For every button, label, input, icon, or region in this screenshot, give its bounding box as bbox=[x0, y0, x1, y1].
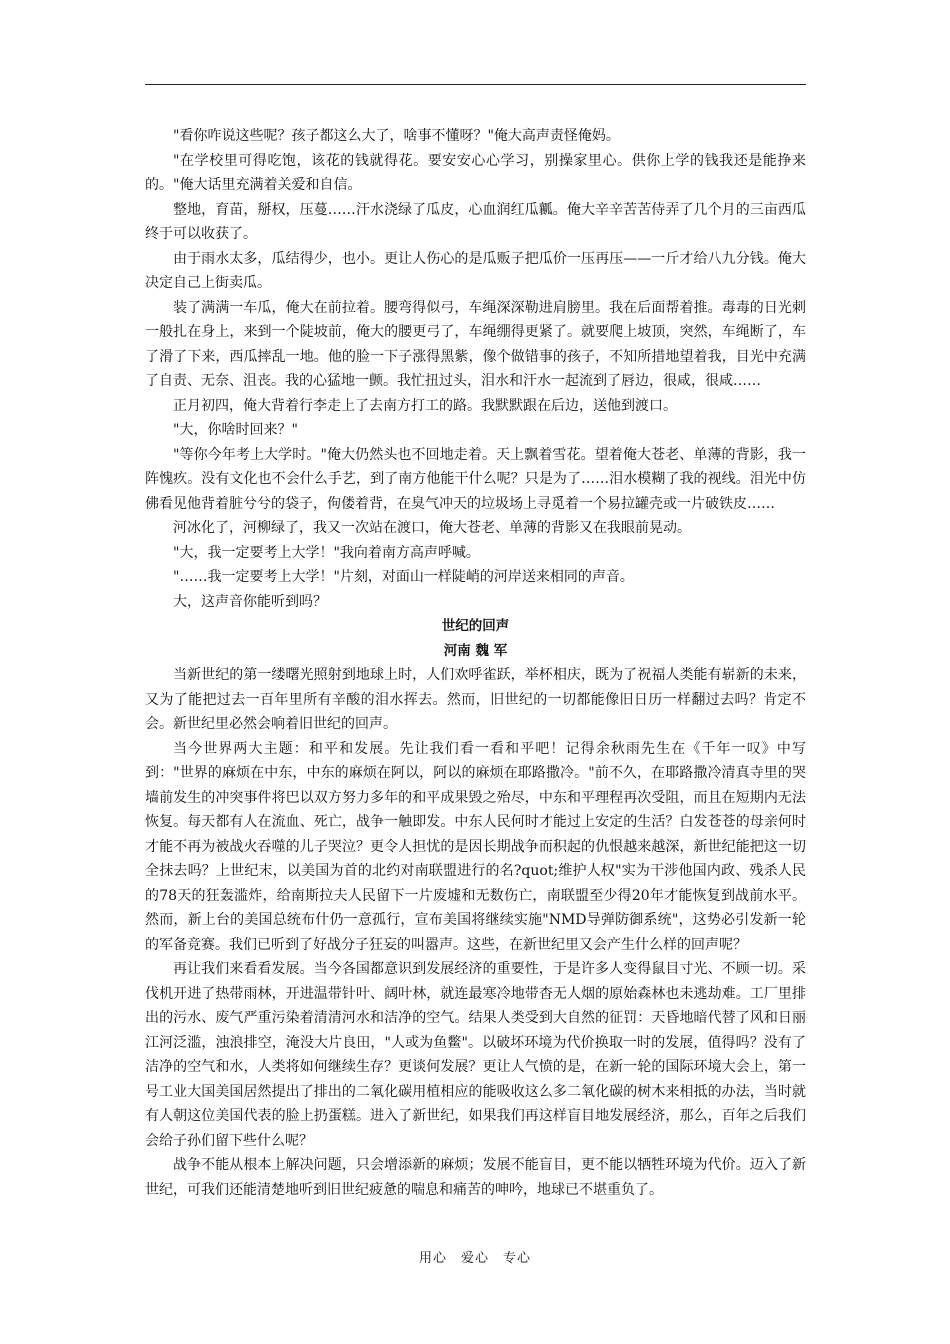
essay-author: 河南 魏 军 bbox=[443, 642, 508, 659]
paragraph: "……我一定要考上大学！"片刻，对面山一样陡峭的河岸送来相同的声音。 bbox=[173, 569, 634, 585]
paragraph: 由于雨水太多，瓜结得少，也小。更让人伤心的是瓜贩子把瓜价一压再压——一斤才给八九分钱。俺大决定自己上街卖瓜。 bbox=[145, 250, 806, 291]
paragraph: "大，我一定要考上大学！"我向着南方高声呼喊。 bbox=[173, 544, 480, 561]
paragraph: 战争不能从根本上解决问题，只会增添新的麻烦；发展不能盲目，更不能以牺牲环境为代价。迈入了新世纪，可我们还能清楚地听到旧世纪疲惫的喘息和痛苦的呻吟，地球已不堪重负了。 bbox=[145, 1157, 806, 1198]
page-footer: 用心 爱心 专心 bbox=[418, 1251, 531, 1266]
body-text bbox=[145, 124, 806, 1202]
paragraph: 河冰化了，河柳绿了，我又一次站在渡口，俺大苍老、单薄的背影又在我眼前晃动。 bbox=[173, 520, 691, 536]
paragraph: 再让我们来看看发展。当今各国都意识到发展经济的重要性，于是许多人变得鼠目寸光、不顾一切。采伐机开进了热带雨林，开进温带针叶、阔叶林，就连最寒冷地带杳无人烟的原始森林也未逃劫难。工厂里排出的污水、废气严重污染着清清河水和洁净的空气。结果人类受到大自然的征罚：天昏地暗代替了风和日丽江河泛滥，浊浪排空，淹没大片良田，"人或为鱼鳖"。以破坏环境为代价换取一时的发展，值得吗？没有了洁净的空气和水，人类将如何继续生存？更谈何发展？更让人气愤的是，在新一轮的国际环境大会上，第一号工业大国美国居然提出了排出的二氧化碳用植相应的能吸收这么多二氧化碳的树木来相抵的办法，当时就有人朝这位美国代表的脸上扔蛋糕。进入了新世纪，如果我们再这样盲目地发展经济，那么，百年之后我们会给子孙们留下些什么呢？ bbox=[145, 961, 806, 1149]
paragraph: "看你咋说这些呢？孩子都这么大了，啥事不懂呀？"俺大高声责怪俺妈。 bbox=[173, 128, 620, 144]
paragraph: "在学校里可得吃饱，该花的钱就得花。要安安心心学习，别操家里心。供你上学的钱我还是能挣来的。"俺大话里充满着关爱和自信。 bbox=[145, 152, 806, 193]
paragraph: 大，这声音你能听到吗？ bbox=[173, 593, 327, 610]
paragraph: 整地，育苗，掰权，压蔓……汗水浇绿了瓜皮，心血润红瓜瓤。俺大辛辛苦苦侍弄了几个月的三亩西瓜终于可以收获了。 bbox=[145, 201, 806, 242]
paragraph: "大，你啥时回来？" bbox=[173, 422, 298, 438]
paragraph: "等你今年考上大学时。"俺大仍然头也不回地走着。天上飘着雪花。望着俺大苍老、单薄的背影，我一阵愧疚。没有文化也不会什么手艺，到了南方他能干什么呢？只是为了……泪水模糊了我的视线。泪光中仿佛看见他背着脏兮兮的袋子，佝偻着背，在臭气冲天的垃圾场上寻觅着一个易拉罐壳或一片破铁皮…… bbox=[145, 446, 806, 512]
paragraph: 装了满满一车瓜，俺大在前拉着。腰弯得似弓，车绳深深勒进肩膀里。我在后面帮着推。毒毒的日光刺一般扎在身上，来到一个陡坡前，俺大的腰更弓了，车绳绷得更紧了。就要爬上坡顶，突然，车绳断了，车了滑了下来，西瓜摔乱一地。他的脸一下子涨得黑紫，像个做错事的孩子，不知所措地望着我，目光中充满了自责、无奈、沮丧。我的心猛地一颤。我忙扭过头，泪水和汗水一起流到了唇边，很咸，很咸…… bbox=[145, 299, 806, 389]
paragraph: 当新世纪的第一缕曙光照射到地球上时，人们欢呼雀跃，举杯相庆，既为了祝福人类能有崭新的未来，又为了能把过去一百年里所有辛酸的泪水挥去。然而，旧世纪的一切都能像旧日历一样翻过去吗？肯定不会。新世纪里必然会响着旧世纪的回声。 bbox=[145, 667, 806, 732]
essay-title: 世纪的回声 bbox=[441, 618, 510, 634]
paragraph: 正月初四，俺大背着行李走上了去南方打工的路。我默默跟在后边，送他到渡口。 bbox=[173, 397, 677, 414]
header-rule bbox=[145, 84, 806, 85]
paragraph: 当今世界两大主题：和平和发展。先让我们看一看和平吧！记得余秋雨先生在《千年一叹》中写到："世界的麻烦在中东，中东的麻烦在阿以，阿以的麻烦在耶路撒冷。"前不久，在耶路撒冷清真寺里的哭墙前发生的冲突事件将巴以双方努力多年的和平成果毁之殆尽，中东和平理程再次受阻，而且在短期内无法恢复。每天都有人在流血、死亡，战争一触即发。中东人民何时才能过上安定的生活？白发苍苍的母亲何时才能不再为被战火吞噬的儿子哭泣？更令人担忧的是因长期战争而积起的仇恨越来越深，新世纪能把这一切全抹去吗？上世纪末，以美国为首的北约对南联盟进行的名?quot;维护人权"实为干涉他国内政、残杀人民的78天的狂轰滥炸，给南斯拉夫人民留下一片废墟和无数伤亡，南联盟至少得20年才能恢复到战前水平。然而，新上台的美国总统布什仍一意孤行，宣布美国将继续实施"NMD导弹防御系统"，这势必引发新一轮的军备竞赛。我们已听到了好战分子狂妄的叫嚣声。这些，在新世纪里又会产生什么样的回声呢？ bbox=[145, 740, 806, 953]
